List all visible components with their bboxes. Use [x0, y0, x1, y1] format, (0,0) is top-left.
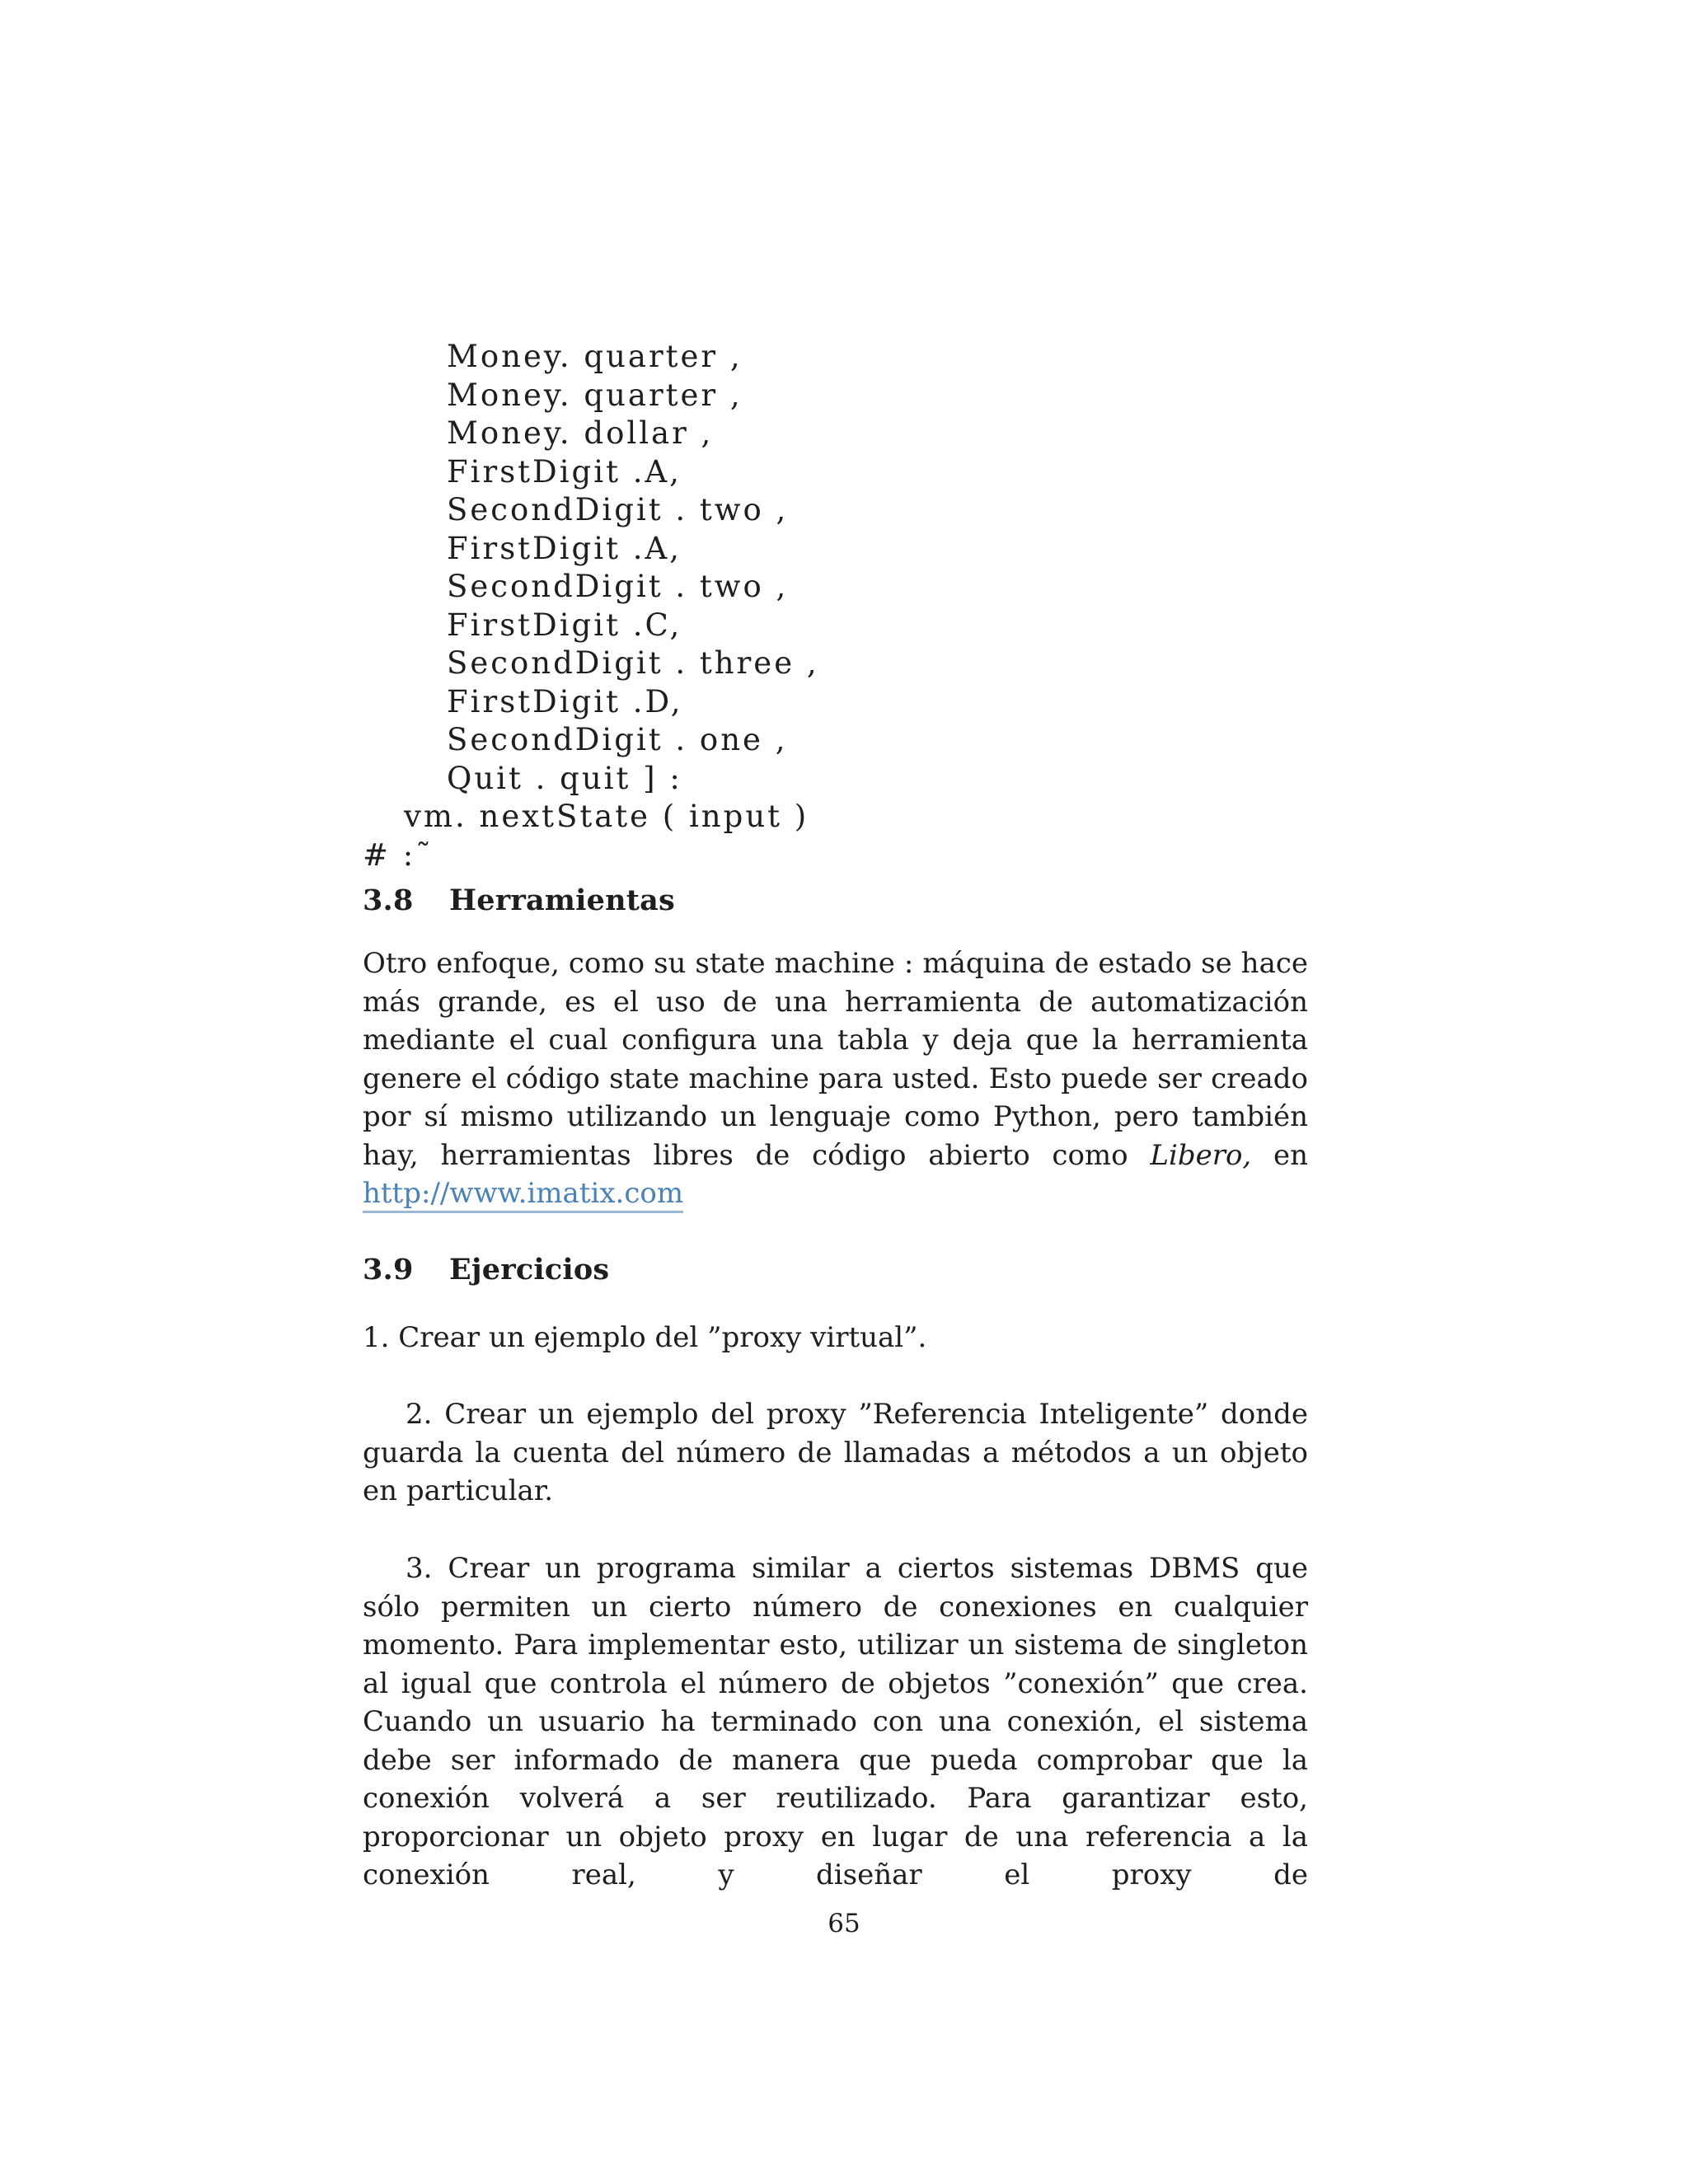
- code-listing: [363, 338, 819, 874]
- section-heading-3-8: [363, 883, 675, 917]
- code-line: SecondDigit . one ,: [447, 722, 788, 757]
- code-line: FirstDigit .D,: [447, 683, 683, 719]
- section-3-8-paragraph: [363, 944, 1308, 1213]
- code-line: Money. dollar ,: [447, 415, 714, 451]
- paragraph-text: Otro enfoque, como su state machine : máquina de estado se hace más grande, es el uso de una herramienta de automatización mediante el cual configura una tabla y deja que la herramienta genere el código state machine para usted. Esto puede ser creado por sí mismo utilizando un lenguaje como Python, pero también hay, herramientas libres de código abierto como: [363, 947, 1308, 1172]
- code-line: Money. quarter ,: [447, 339, 743, 374]
- code-line: # :˜: [363, 837, 434, 873]
- exercise-1: 1. Crear un ejemplo del ”proxy virtual”.: [363, 1321, 927, 1354]
- exercise-3: 3. Crear un programa similar a ciertos sistemas DBMS que sólo permiten un cierto número de conexiones en cualquier momento. Para implementar esto, utilizar un sistema de singleton al igual que controla el número de objetos ”conexión” que crea. Cuando un usuario ha terminado con una conexión, el sistema debe ser informado de manera que pueda comprobar que la conexión volverá a ser reutilizado. Para garantizar esto, proporcionar un objeto proxy en lugar de una referencia a la conexión real, y diseñar el proxy de: [363, 1552, 1308, 1891]
- code-line: FirstDigit .A,: [447, 530, 682, 566]
- paragraph-text-connector: en: [1251, 1138, 1309, 1172]
- imatix-link[interactable]: http://www.imatix.com: [363, 1177, 684, 1210]
- section-title: Herramientas: [449, 883, 675, 917]
- code-line: Quit . quit ] :: [447, 760, 682, 796]
- code-line: Money. quarter ,: [447, 377, 743, 413]
- section-number: 3.8: [363, 883, 414, 917]
- exercise-2: 2. Crear un ejemplo del proxy ”Referencia Inteligente” donde guarda la cuenta del número de llamadas a métodos a un objeto en particular.: [363, 1398, 1308, 1507]
- code-line: FirstDigit .C,: [447, 607, 682, 643]
- code-line: SecondDigit . three ,: [447, 645, 819, 681]
- libero-emphasis: Libero,: [1150, 1138, 1252, 1172]
- code-line: FirstDigit .A,: [447, 453, 682, 490]
- code-line: SecondDigit . two ,: [447, 492, 789, 527]
- page-number: 65: [828, 1909, 860, 1938]
- code-line: SecondDigit . two ,: [447, 569, 789, 604]
- code-line: vm. nextState ( input ): [404, 799, 809, 834]
- section-title: Ejercicios: [449, 1253, 610, 1286]
- section-number: 3.9: [363, 1253, 414, 1286]
- section-heading-3-9: [363, 1253, 609, 1286]
